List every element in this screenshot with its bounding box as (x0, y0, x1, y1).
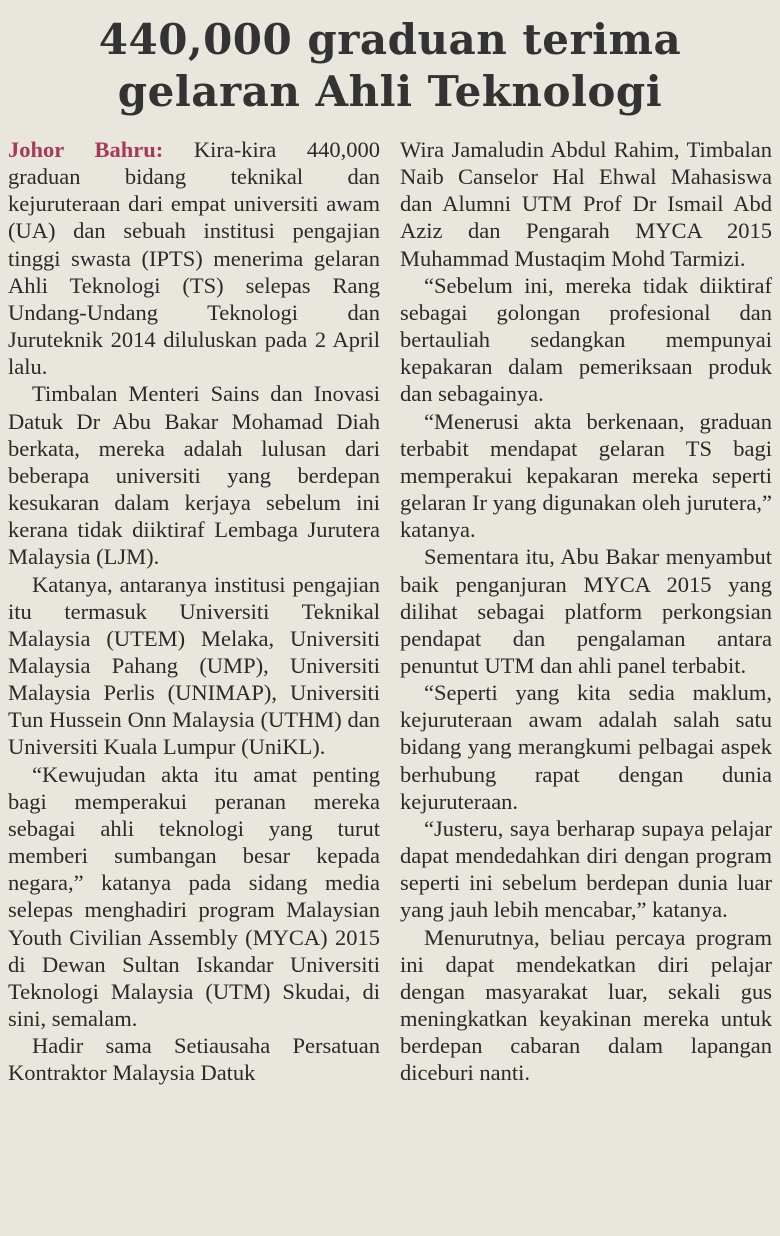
paragraph-text: Kira-kira 440,000 graduan bidang teknikal dan kejuruteraan dari empat universiti awam (UA) dan sebuah institusi pengajian tinggi swasta (IPTS) menerima gelaran Ahli Teknologi (TS) selepas Rang Undang-Undang Teknologi dan Juruteknik 2014 diluluskan pada 2 April lalu. (8, 137, 381, 380)
column-right (400, 136, 772, 1086)
paragraph: Wira Jamaludin Abdul Rahim, Timbalan Naib Canselor Hal Ehwal Mahasiswa dan Alumni UTM Prof Dr Ismail Abd Aziz dan Pengarah MYCA 2015 Muhammad Mustaqim Mohd Tarmizi. (400, 137, 772, 271)
headline (8, 14, 772, 118)
paragraph: Sementara itu, Abu Bakar menyambut baik penganjuran MYCA 2015 yang dilihat sebagai platform perkongsian pendapat dan pengalaman antara penuntut UTM dan ahli panel terbabit. (400, 544, 772, 678)
column-left (8, 136, 380, 1086)
headline-line-2: gelaran Ahli Teknologi (117, 67, 663, 116)
paragraph: Menurutnya, beliau percaya program ini dapat mendekatkan diri pelajar dengan masyarakat luar, sekali gus meningkatkan keyakinan mereka untuk berdepan cabaran dalam lapangan diceburi nanti. (400, 924, 772, 1086)
paragraph: “Menerusi akta berkenaan, graduan terbabit mendapat gelaran TS bagi memperakui kepakaran mereka seperti gelaran Ir yang digunakan oleh jurutera,” katanya. (400, 408, 772, 543)
article-body (8, 136, 772, 1086)
paragraph: Timbalan Menteri Sains dan Inovasi Datuk Dr Abu Bakar Mohamad Diah berkata, mereka adalah lulusan dari beberapa universiti yang berdepan kesukaran dalam kerjaya sebelum ini kerana tidak diiktiraf Lembaga Jurutera Malaysia (LJM). (8, 381, 380, 570)
paragraph: “Seperti yang kita sedia maklum, kejuruteraan awam adalah salah satu bidang yang merangkumi pelbagai aspek berhubung rapat dengan dunia kejuruteraan. (400, 680, 772, 814)
paragraph: Hadir sama Setiausaha Persatuan Kontraktor Malaysia Datuk (8, 1033, 380, 1086)
headline-line-1: 440,000 graduan terima (98, 15, 682, 64)
paragraph: “Justeru, saya berharap supaya pelajar dapat mendedahkan diri dengan program seperti ini sebelum berdepan dunia luar yang jauh lebih mencabar,” katanya. (400, 815, 772, 923)
paragraph (8, 136, 380, 380)
paragraph: Katanya, antaranya institusi pengajian itu termasuk Universiti Teknikal Malaysia (UTEM) Melaka, Universiti Malaysia Pahang (UMP), Universiti Malaysia Perlis (UNIMAP), Universiti Tun Hussein Onn Malaysia (UTHM) dan Universiti Kuala Lumpur (UniKL). (8, 571, 380, 760)
paragraph: “Sebelum ini, mereka tidak diiktiraf sebagai golongan profesional dan bertauliah sedangkan mempunyai kepakaran dalam pemeriksaan produk dan sebagainya. (400, 272, 772, 407)
paragraph: “Kewujudan akta itu amat penting bagi memperakui peranan mereka sebagai ahli teknologi yang turut memberi sumbangan besar kepada negara,” katanya pada sidang media selepas menghadiri program Malaysian Youth Civilian Assembly (MYCA) 2015 di Dewan Sultan Iskandar Universiti Teknologi Malaysia (UTM) Skudai, di sini, semalam. (8, 761, 380, 1031)
dateline: Johor Bahru: (8, 137, 164, 162)
